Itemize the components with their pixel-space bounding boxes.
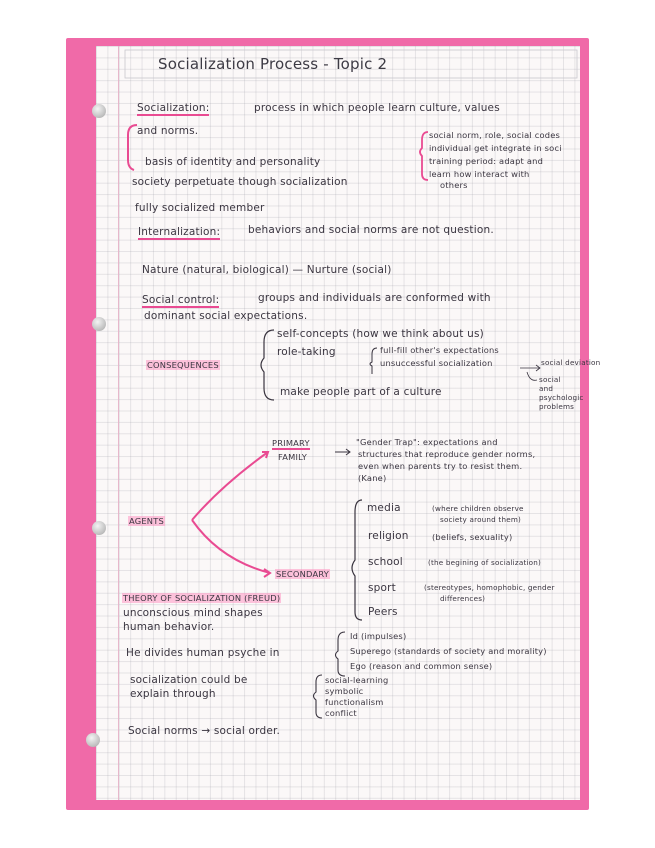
internalization-definition: behaviors and social norms are not question. [248, 224, 494, 236]
agents-heading: AGENTS [129, 516, 164, 526]
psyche-superego: Superego (standards of society and morality) [350, 646, 547, 656]
freud-heading: THEORY OF SOCIALIZATION (FREUD) [123, 593, 281, 603]
social-psych-note: problems [539, 402, 575, 411]
theory-item: social-learning [325, 675, 389, 685]
psyche-ego: Ego (reason and common sense) [350, 661, 493, 671]
gender-trap: (Kane) [358, 473, 387, 483]
psyche-line: He divides human psyche in [126, 647, 280, 659]
religion-note: (beliefs, sexuality) [432, 532, 513, 542]
pink-bracket [128, 125, 137, 170]
social-control-definition: groups and individuals are conformed with [258, 292, 491, 304]
fulfill-expectations: full-fill other's expectations [380, 345, 499, 355]
freud-line: unconscious mind shapes [123, 607, 263, 619]
side-bracket [420, 132, 428, 180]
nature-nurture: Nature (natural, biological) — Nurture (social) [142, 264, 392, 276]
socialization-definition: process in which people learn culture, values [254, 102, 500, 114]
basis-identity: basis of identity and personality [145, 156, 321, 168]
sport-note: (stereotypes, homophobic, gender [424, 583, 555, 592]
consequences-brace [261, 330, 274, 400]
social-control-definition-2: dominant social expectations. [144, 310, 308, 322]
side-note: individual get integrate in soci [429, 143, 562, 153]
theory-item: functionalism [325, 697, 384, 707]
primary-label: PRIMARY [272, 438, 310, 448]
gender-trap: "Gender Trap": expectations and [356, 437, 498, 447]
agent-school: school [368, 556, 403, 568]
theory-item: symbolic [325, 686, 364, 696]
theory-brace [314, 675, 323, 718]
side-note: training period: adapt and [429, 156, 544, 166]
social-control-label: Social control: [142, 294, 220, 306]
society-perpetuate: society perpetuate though socialization [132, 176, 348, 188]
explain-line: explain through [130, 688, 216, 700]
agent-religion: religion [368, 530, 409, 542]
agent-media: media [367, 502, 401, 514]
make-people-part: make people part of a culture [280, 386, 442, 398]
internalization-label: Internalization: [138, 226, 221, 238]
agent-sport: sport [368, 582, 396, 594]
family-label: FAMILY [278, 452, 308, 462]
role-taking: role-taking [277, 346, 336, 358]
arrow-icon [527, 372, 537, 380]
explain-line: socialization could be [130, 674, 248, 686]
agent-peers: Peers [368, 606, 398, 618]
gender-trap: even when parents try to resist them. [358, 461, 523, 471]
page-title: Socialization Process - Topic 2 [158, 55, 388, 73]
arrow-icon [335, 449, 350, 455]
secondary-label: SECONDARY [276, 569, 330, 579]
school-note: (the begining of socialization) [428, 558, 542, 567]
secondary-brace [352, 500, 362, 620]
social-psych-note: psychologic [539, 393, 584, 402]
gender-trap: structures that reproduce gender norms, [358, 449, 536, 459]
media-note: society around them) [440, 515, 522, 524]
sport-note: differences) [440, 594, 486, 603]
theory-item: conflict [325, 708, 357, 718]
freud-line: human behavior. [123, 621, 215, 633]
arrow-icon [520, 365, 540, 371]
side-note: social norm, role, social codes [429, 130, 561, 140]
social-psych-note: social [539, 375, 561, 384]
arrow-secondary [192, 520, 270, 573]
social-psych-note: and [539, 384, 554, 393]
arrow-primary [192, 452, 268, 520]
side-note: others [440, 180, 468, 190]
socialization-definition-2: and norms. [137, 125, 199, 137]
psyche-brace [336, 632, 346, 676]
norms-order: Social norms → social order. [128, 725, 281, 737]
fully-socialized: fully socialized member [135, 202, 265, 214]
media-note: (where children observe [432, 504, 524, 513]
side-note: learn how interact with [429, 169, 530, 179]
socialization-label: Socialization: [137, 102, 210, 114]
social-deviation: social deviation [541, 358, 601, 367]
self-concepts: self-concepts (how we think about us) [277, 328, 484, 340]
unsuccessful-socialization: unsuccessful socialization [380, 358, 493, 368]
consequences-heading: CONSEQUENCES [147, 360, 219, 370]
small-brace [370, 348, 377, 374]
psyche-id: Id (impulses) [350, 631, 407, 641]
